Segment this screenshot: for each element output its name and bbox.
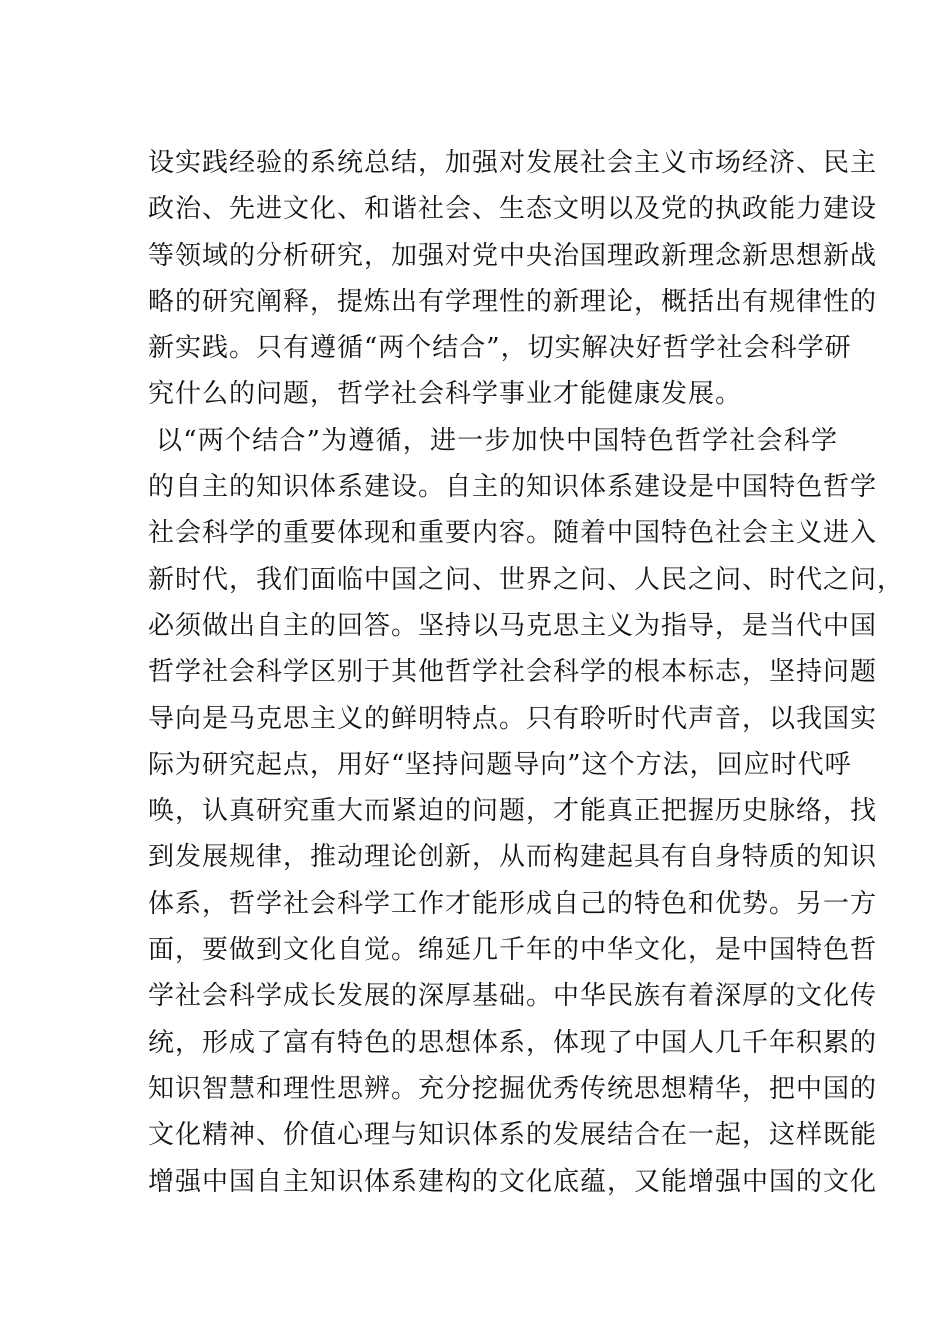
text-line: 政治、先进文化、和谐社会、生态文明以及党的执政能力建设 — [148, 194, 878, 225]
body-text — [148, 140, 905, 1205]
text-line: 等领域的分析研究，加强对党中央治国理政新理念新思想新战 — [148, 240, 878, 271]
text-line: 设实践经验的系统总结，加强对发展社会主义市场经济、民主 — [148, 148, 878, 178]
text-line: 新实践。只有遵循“两个结合”，切实解决好哲学社会科学研 — [148, 333, 852, 364]
text-line: 哲学社会科学区别于其他哲学社会科学的根本标志，坚持问题 — [148, 657, 878, 688]
text-line: 究什么的问题，哲学社会科学事业才能健康发展。 — [148, 379, 743, 410]
text-line: 面，要做到文化自觉。绵延几千年的中华文化，是中国特色哲 — [148, 935, 878, 966]
text-line: 知识智慧和理性思辨。充分挖掘优秀传统思想精华，把中国的 — [148, 1073, 878, 1104]
text-line: 增强中国自主知识体系建构的文化底蕴，又能增强中国的文化 — [148, 1166, 878, 1197]
text-line: 的自主的知识体系建设。自主的知识体系建设是中国特色哲学 — [148, 472, 878, 503]
text-line: 体系，哲学社会科学工作才能形成自己的特色和优势。另一方 — [148, 888, 878, 919]
text-line: 统，形成了富有特色的思想体系，体现了中国人几千年积累的 — [148, 1027, 878, 1058]
text-line: 唤，认真研究重大而紧迫的问题，才能真正把握历史脉络，找 — [148, 796, 878, 827]
text-line: 必须做出自主的回答。坚持以马克思主义为指导，是当代中国 — [148, 610, 878, 641]
text-line: 导向是马克思主义的鲜明特点。只有聆听时代声音，以我国实 — [148, 703, 878, 734]
text-line: 学社会科学成长发展的深厚基础。中华民族有着深厚的文化传 — [148, 981, 878, 1012]
text-line: 略的研究阐释，提炼出有学理性的新理论，概括出有规律性的 — [148, 286, 878, 317]
text-line: 新时代，我们面临中国之问、世界之问、人民之问、时代之问， — [148, 564, 905, 595]
paragraph-first-line: 以“两个结合”为遵循，进一步加快中国特色哲学社会科学 — [156, 425, 838, 456]
text-line: 文化精神、价值心理与知识体系的发展结合在一起，这样既能 — [148, 1120, 878, 1151]
text-line: 到发展规律，推动理论创新，从而构建起具有自身特质的知识 — [148, 842, 878, 873]
text-line: 际为研究起点，用好“坚持问题导向”这个方法，回应时代呼 — [148, 749, 852, 780]
text-line: 社会科学的重要体现和重要内容。随着中国特色社会主义进入 — [148, 518, 878, 549]
